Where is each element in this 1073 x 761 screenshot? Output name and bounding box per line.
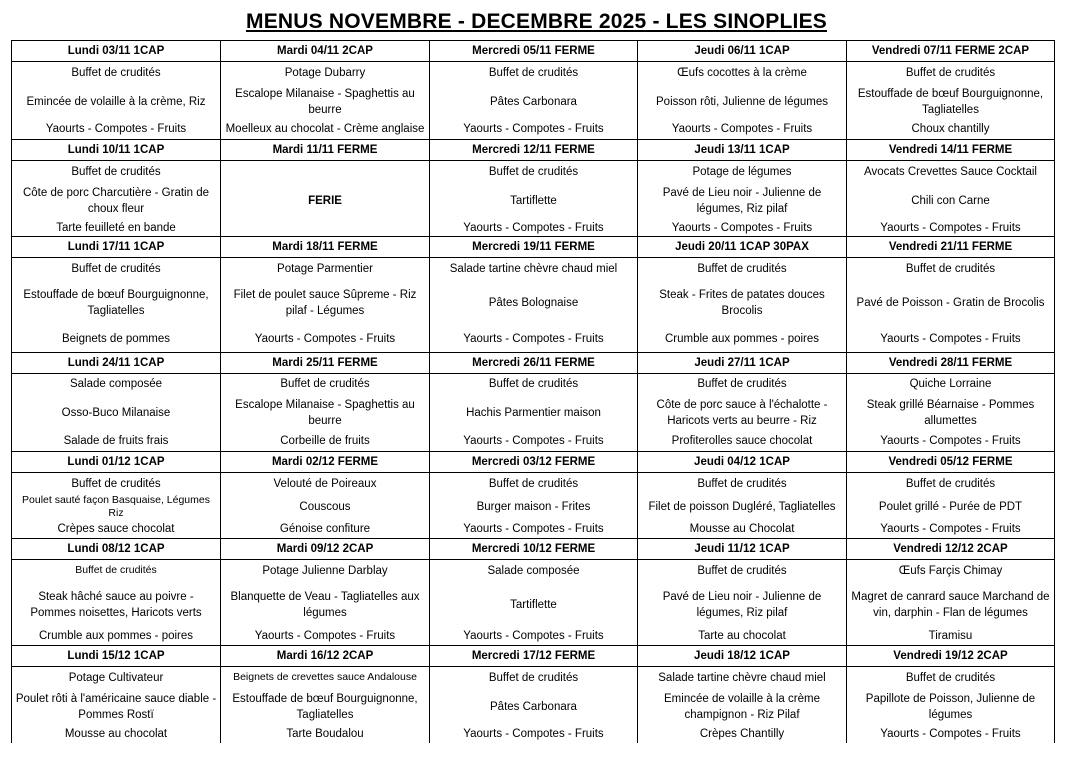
menu-cell [638, 84, 847, 120]
day-header: Mercredi 03/12 FERME [430, 451, 638, 472]
menu-cell [847, 628, 1055, 646]
menu-cell [847, 161, 1055, 183]
menu-cell [430, 373, 638, 395]
week-header-row [12, 140, 1055, 161]
menu-item: Poulet grillé - Purée de PDT [878, 501, 1023, 514]
menu-item: Estouffade de bœuf Bourguignonne, Tagliatelles [857, 87, 1044, 116]
menu-item: Yaourts - Compotes - Fruits [463, 221, 604, 234]
menu-item: Yaourts - Compotes - Fruits [880, 523, 1021, 536]
menu-item: Génoise confiture [279, 523, 371, 536]
menu-cell [12, 667, 221, 689]
day-header: Mardi 11/11 FERME [221, 140, 430, 161]
menu-item: Buffet de crudités [905, 477, 996, 490]
menu-item: Côte de porc sauce à l'échalotte - Haricots verts au beurre - Riz [656, 399, 828, 428]
menu-cell [847, 431, 1055, 451]
menu-item: Buffet de crudités [488, 378, 579, 391]
menu-row [12, 219, 1055, 237]
menu-row [12, 472, 1055, 494]
week-header-row [12, 41, 1055, 62]
menu-cell [638, 326, 847, 352]
menu-item: Steak grillé Béarnaise - Pommes allumettes [866, 399, 1035, 428]
menu-cell [12, 472, 221, 494]
menu-item: Steak - Frites de patates douces Brocolis [659, 288, 825, 317]
menu-table [11, 40, 1055, 743]
menu-cell [221, 373, 430, 395]
menu-cell [221, 326, 430, 352]
menu-cell [12, 280, 221, 326]
menu-cell [638, 628, 847, 646]
menu-cell [12, 559, 221, 581]
menu-cell [638, 520, 847, 538]
day-header: Lundi 24/11 1CAP [12, 352, 221, 373]
day-header: Lundi 01/12 1CAP [12, 451, 221, 472]
menu-item: Tarte Boudalou [286, 727, 364, 740]
menu-item: Yaourts - Compotes - Fruits [463, 123, 604, 136]
menu-cell [638, 431, 847, 451]
menu-item: Mousse au chocolat [64, 727, 168, 740]
menu-cell [430, 62, 638, 84]
menu-item: Yaourts - Compotes - Fruits [254, 630, 396, 643]
menu-cell [221, 183, 430, 219]
menu-cell [430, 559, 638, 581]
menu-row [12, 559, 1055, 581]
menu-item: Yaourts - Compotes - Fruits [463, 332, 604, 345]
menu-item: FERIE [308, 194, 342, 207]
menu-cell [847, 559, 1055, 581]
day-header: Jeudi 20/11 1CAP 30PAX [638, 237, 847, 258]
menu-cell [430, 520, 638, 538]
menu-item: Salade de fruits frais [63, 434, 169, 447]
menu-item: Poisson rôti, Julienne de légumes [656, 95, 828, 108]
menu-item: Buffet de crudités [71, 477, 161, 490]
menu-item: Velouté de Poireaux [273, 477, 377, 490]
menu-cell [221, 395, 430, 431]
menu-cell [430, 581, 638, 627]
menu-cell [847, 395, 1055, 431]
week-header-row [12, 646, 1055, 667]
menu-item: Blanquette de Veau - Tagliatelles aux légumes [230, 590, 420, 619]
menu-cell [847, 280, 1055, 326]
menu-cell [221, 494, 430, 520]
day-header: Mardi 16/12 2CAP [221, 646, 430, 667]
day-header: Jeudi 13/11 1CAP [638, 140, 847, 161]
menu-item: Yaourts - Compotes - Fruits [463, 523, 604, 536]
menu-item: Pâtes Carbonara [490, 700, 577, 713]
menu-item: Mousse au Chocolat [689, 523, 795, 536]
day-header: Mercredi 26/11 FERME [430, 352, 638, 373]
menu-cell [221, 431, 430, 451]
menu-item: Tartiflette [510, 598, 557, 611]
menu-item: Salade composée [69, 378, 163, 391]
day-header: Mardi 18/11 FERME [221, 237, 430, 258]
menu-row [12, 120, 1055, 140]
day-header: Mercredi 12/11 FERME [430, 140, 638, 161]
day-header: Vendredi 21/11 FERME [847, 237, 1055, 258]
menu-item: Buffet de crudités [71, 66, 161, 79]
menu-cell [430, 120, 638, 140]
menu-cell [221, 161, 430, 183]
menu-item: Estouffade de bœuf Bourguignonne, Tagliatelles [23, 288, 209, 317]
menu-cell [847, 84, 1055, 120]
menu-item: Salade composée [487, 564, 580, 577]
menu-cell [12, 219, 221, 237]
menu-cell [847, 326, 1055, 352]
menu-item: Buffet de crudités [488, 66, 579, 79]
menu-item: Buffet de crudités [697, 564, 787, 577]
menu-item: Yaourts - Compotes - Fruits [463, 630, 604, 643]
menu-cell [638, 219, 847, 237]
menu-item: Pavé de Lieu noir - Julienne de légumes, Riz pilaf [662, 590, 822, 619]
menu-cell [638, 472, 847, 494]
menu-row [12, 689, 1055, 725]
menu-item: Poulet rôti à l'américaine sauce diable - Pommes Rostï [15, 692, 217, 721]
menu-item: Filet de poisson Dugléré, Tagliatelles [648, 501, 836, 514]
menu-cell [638, 62, 847, 84]
menu-item: Steak hâché sauce au poivre - Pommes noisettes, Haricots verts [30, 590, 202, 619]
day-header: Lundi 17/11 1CAP [12, 237, 221, 258]
menu-cell [12, 161, 221, 183]
menu-item: Escalope Milanaise - Spaghettis au beurre [235, 87, 415, 116]
menu-row [12, 326, 1055, 352]
menu-item: Burger maison - Frites [476, 501, 591, 514]
menu-row [12, 431, 1055, 451]
menu-item: Buffet de crudités [75, 564, 157, 577]
menu-cell [221, 280, 430, 326]
day-header: Vendredi 07/11 FERME 2CAP [847, 41, 1055, 62]
menu-item: Buffet de crudités [905, 671, 996, 684]
menu-item: Buffet de crudités [488, 671, 579, 684]
menu-cell [12, 120, 221, 140]
menu-cell [221, 581, 430, 627]
menu-cell [12, 395, 221, 431]
menu-cell [638, 725, 847, 743]
menu-item: Moelleux au chocolat - Crème anglaise [225, 123, 425, 136]
menu-item: Profiterolles sauce chocolat [671, 434, 813, 447]
day-header: Jeudi 11/12 1CAP [638, 538, 847, 559]
menu-cell [847, 183, 1055, 219]
menu-cell [847, 725, 1055, 743]
menu-cell [12, 258, 221, 280]
menu-cell [847, 219, 1055, 237]
menu-item: Œufs Farçis Chimay [898, 564, 1003, 577]
menu-row [12, 395, 1055, 431]
day-header: Mercredi 10/12 FERME [430, 538, 638, 559]
menu-item: Estouffade de bœuf Bourguignonne, Tagliatelles [232, 692, 418, 721]
menu-item: Yaourts - Compotes - Fruits [880, 434, 1021, 447]
menu-cell [12, 326, 221, 352]
day-header: Lundi 08/12 1CAP [12, 538, 221, 559]
menu-item: Chili con Carne [911, 194, 990, 207]
menu-cell [638, 494, 847, 520]
page-title: MENUS NOVEMBRE - DECEMBRE 2025 - LES SINOPLIES [246, 10, 827, 33]
day-header: Vendredi 19/12 2CAP [847, 646, 1055, 667]
menu-item: Buffet de crudités [488, 165, 579, 178]
menu-cell [847, 581, 1055, 627]
menu-cell [221, 628, 430, 646]
menu-cell [430, 183, 638, 219]
menu-cell [638, 559, 847, 581]
menu-row [12, 725, 1055, 743]
menu-cell [430, 689, 638, 725]
menu-cell [221, 667, 430, 689]
menu-item: Buffet de crudités [905, 66, 996, 79]
menu-cell [847, 494, 1055, 520]
menu-row [12, 520, 1055, 538]
week-header-row [12, 538, 1055, 559]
menu-item: Pavé de Lieu noir - Julienne de légumes, Riz pilaf [662, 186, 822, 215]
menu-row [12, 84, 1055, 120]
menu-cell [12, 520, 221, 538]
menu-cell [847, 120, 1055, 140]
day-header: Mardi 02/12 FERME [221, 451, 430, 472]
menu-item: Hachis Parmentier maison [466, 407, 601, 420]
menu-item: Tiramisu [928, 630, 973, 643]
menu-item: Yaourts - Compotes - Fruits [254, 332, 396, 345]
menu-item: Buffet de crudités [697, 378, 787, 391]
menu-item: Pavé de Poisson - Gratin de Brocolis [856, 296, 1045, 309]
menu-item: Buffet de crudités [697, 263, 787, 276]
menu-item: Pâtes Carbonara [490, 95, 577, 108]
menu-item: Côte de porc Charcutière - Gratin de choux fleur [22, 186, 209, 215]
menu-cell [847, 258, 1055, 280]
menu-row [12, 258, 1055, 280]
menu-cell [430, 472, 638, 494]
menu-cell [638, 581, 847, 627]
menu-cell [430, 628, 638, 646]
menu-item: Salade tartine chèvre chaud miel [449, 263, 618, 276]
week-header-row [12, 352, 1055, 373]
menu-item: Emincée de volaille à la crème champignon - Riz Pilaf [664, 692, 820, 721]
day-header: Vendredi 28/11 FERME [847, 352, 1055, 373]
menu-cell [638, 258, 847, 280]
menu-item: Yaourts - Compotes - Fruits [463, 727, 604, 740]
menu-item: Buffet de crudités [71, 165, 161, 178]
menu-item: Papillote de Poisson, Julienne de légumes [865, 692, 1036, 721]
menu-item: Yaourts - Compotes - Fruits [880, 727, 1021, 740]
menu-item: Yaourts - Compotes - Fruits [463, 434, 604, 447]
menu-row [12, 494, 1055, 520]
menu-cell [430, 431, 638, 451]
menu-cell [221, 559, 430, 581]
day-header: Mercredi 05/11 FERME [430, 41, 638, 62]
menu-cell [638, 120, 847, 140]
menu-cell [221, 120, 430, 140]
menu-row [12, 628, 1055, 646]
menu-cell [12, 62, 221, 84]
menu-cell [847, 667, 1055, 689]
day-header: Vendredi 14/11 FERME [847, 140, 1055, 161]
menu-cell [221, 219, 430, 237]
menu-cell [847, 520, 1055, 538]
day-header: Mercredi 17/12 FERME [430, 646, 638, 667]
menu-cell [221, 62, 430, 84]
menu-item: Yaourts - Compotes - Fruits [671, 221, 813, 234]
menu-cell [847, 373, 1055, 395]
menu-cell [12, 183, 221, 219]
day-header: Vendredi 12/12 2CAP [847, 538, 1055, 559]
menu-item: Potage de légumes [692, 165, 792, 178]
menu-item: Couscous [299, 501, 351, 514]
menu-item: Buffet de crudités [280, 378, 370, 391]
menu-item: Avocats Crevettes Sauce Cocktail [863, 165, 1037, 178]
menu-cell [221, 258, 430, 280]
menu-item: Filet de poulet sauce Sûpreme - Riz pilaf - Légumes [233, 288, 417, 317]
menu-cell [638, 667, 847, 689]
day-header: Jeudi 04/12 1CAP [638, 451, 847, 472]
week-header-row [12, 451, 1055, 472]
day-header: Mercredi 19/11 FERME [430, 237, 638, 258]
day-header: Mardi 09/12 2CAP [221, 538, 430, 559]
week-header-row [12, 237, 1055, 258]
menu-cell [221, 689, 430, 725]
menu-item: Magret de canrard sauce Marchand de vin, darphin - Flan de légumes [851, 590, 1050, 619]
day-header: Lundi 03/11 1CAP [12, 41, 221, 62]
menu-item: Œufs cocottes à la crème [677, 66, 807, 79]
menu-cell [430, 494, 638, 520]
menu-item: Yaourts - Compotes - Fruits [880, 332, 1021, 345]
menu-item: Beignets de pommes [61, 332, 171, 345]
menu-row [12, 161, 1055, 183]
menu-cell [221, 725, 430, 743]
menu-item: Crèpes Chantilly [699, 727, 785, 740]
menu-item: Corbeille de fruits [280, 434, 370, 447]
menu-row [12, 183, 1055, 219]
menu-item: Potage Cultivateur [68, 671, 164, 684]
menu-cell [638, 373, 847, 395]
day-header: Jeudi 18/12 1CAP [638, 646, 847, 667]
menu-cell [221, 84, 430, 120]
menu-cell [12, 689, 221, 725]
menu-item: Escalope Milanaise - Spaghettis au beurre [235, 399, 415, 428]
menu-cell [430, 84, 638, 120]
menu-item: Buffet de crudités [488, 477, 579, 490]
day-header: Jeudi 06/11 1CAP [638, 41, 847, 62]
menu-item: Salade tartine chèvre chaud miel [658, 671, 826, 684]
menu-cell [12, 431, 221, 451]
menu-item: Yaourts - Compotes - Fruits [671, 123, 813, 136]
menu-cell [221, 472, 430, 494]
menu-cell [638, 161, 847, 183]
menu-cell [12, 373, 221, 395]
menu-cell [12, 725, 221, 743]
menu-row [12, 62, 1055, 84]
menu-item: Potage Julienne Darblay [262, 564, 388, 577]
menu-item: Buffet de crudités [71, 263, 161, 276]
menu-cell [430, 326, 638, 352]
menu-cell [221, 520, 430, 538]
menu-item: Potage Dubarry [284, 66, 366, 79]
menu-item: Buffet de crudités [905, 263, 996, 276]
menu-row [12, 280, 1055, 326]
menu-cell [12, 84, 221, 120]
menu-item: Quiche Lorraine [909, 378, 992, 391]
menu-item: Beignets de crevettes sauce Andalouse [233, 671, 417, 684]
menu-cell [847, 62, 1055, 84]
menu-item: Crumble aux pommes - poires [664, 332, 820, 345]
menu-cell [430, 161, 638, 183]
menu-cell [12, 494, 221, 520]
menu-item: Poulet sauté façon Basquaise, Légumes Riz [22, 494, 210, 520]
menu-cell [430, 219, 638, 237]
menu-cell [638, 689, 847, 725]
menu-cell [638, 280, 847, 326]
menu-item: Buffet de crudités [697, 477, 787, 490]
menu-cell [638, 183, 847, 219]
menu-row [12, 581, 1055, 627]
menu-cell [847, 689, 1055, 725]
menu-cell [12, 581, 221, 627]
menu-item: Yaourts - Compotes - Fruits [880, 221, 1021, 234]
menu-cell [12, 628, 221, 646]
menu-item: Yaourts - Compotes - Fruits [45, 123, 187, 136]
day-header: Lundi 10/11 1CAP [12, 140, 221, 161]
menu-row [12, 667, 1055, 689]
menu-cell [847, 472, 1055, 494]
menu-item: Potage Parmentier [277, 263, 373, 276]
day-header: Jeudi 27/11 1CAP [638, 352, 847, 373]
menu-row [12, 373, 1055, 395]
menu-cell [430, 667, 638, 689]
menu-item: Crèpes sauce chocolat [57, 523, 175, 536]
menu-item: Tarte au chocolat [698, 630, 786, 643]
menu-cell [430, 395, 638, 431]
menu-cell [430, 280, 638, 326]
menu-cell [638, 395, 847, 431]
day-header: Lundi 15/12 1CAP [12, 646, 221, 667]
menu-item: Tartiflette [510, 194, 557, 207]
day-header: Mardi 04/11 2CAP [221, 41, 430, 62]
day-header: Vendredi 05/12 FERME [847, 451, 1055, 472]
menu-item: Choux chantilly [911, 123, 990, 136]
day-header: Mardi 25/11 FERME [221, 352, 430, 373]
menu-cell [430, 258, 638, 280]
menu-item: Osso-Buco Milanaise [61, 407, 171, 420]
menu-item: Tarte feuilleté en bande [56, 221, 176, 234]
menu-item: Pâtes Bolognaise [488, 296, 579, 309]
menu-cell [430, 725, 638, 743]
menu-item: Emincée de volaille à la crème, Riz [26, 95, 206, 108]
menu-item: Crumble aux pommes - poires [38, 630, 194, 643]
